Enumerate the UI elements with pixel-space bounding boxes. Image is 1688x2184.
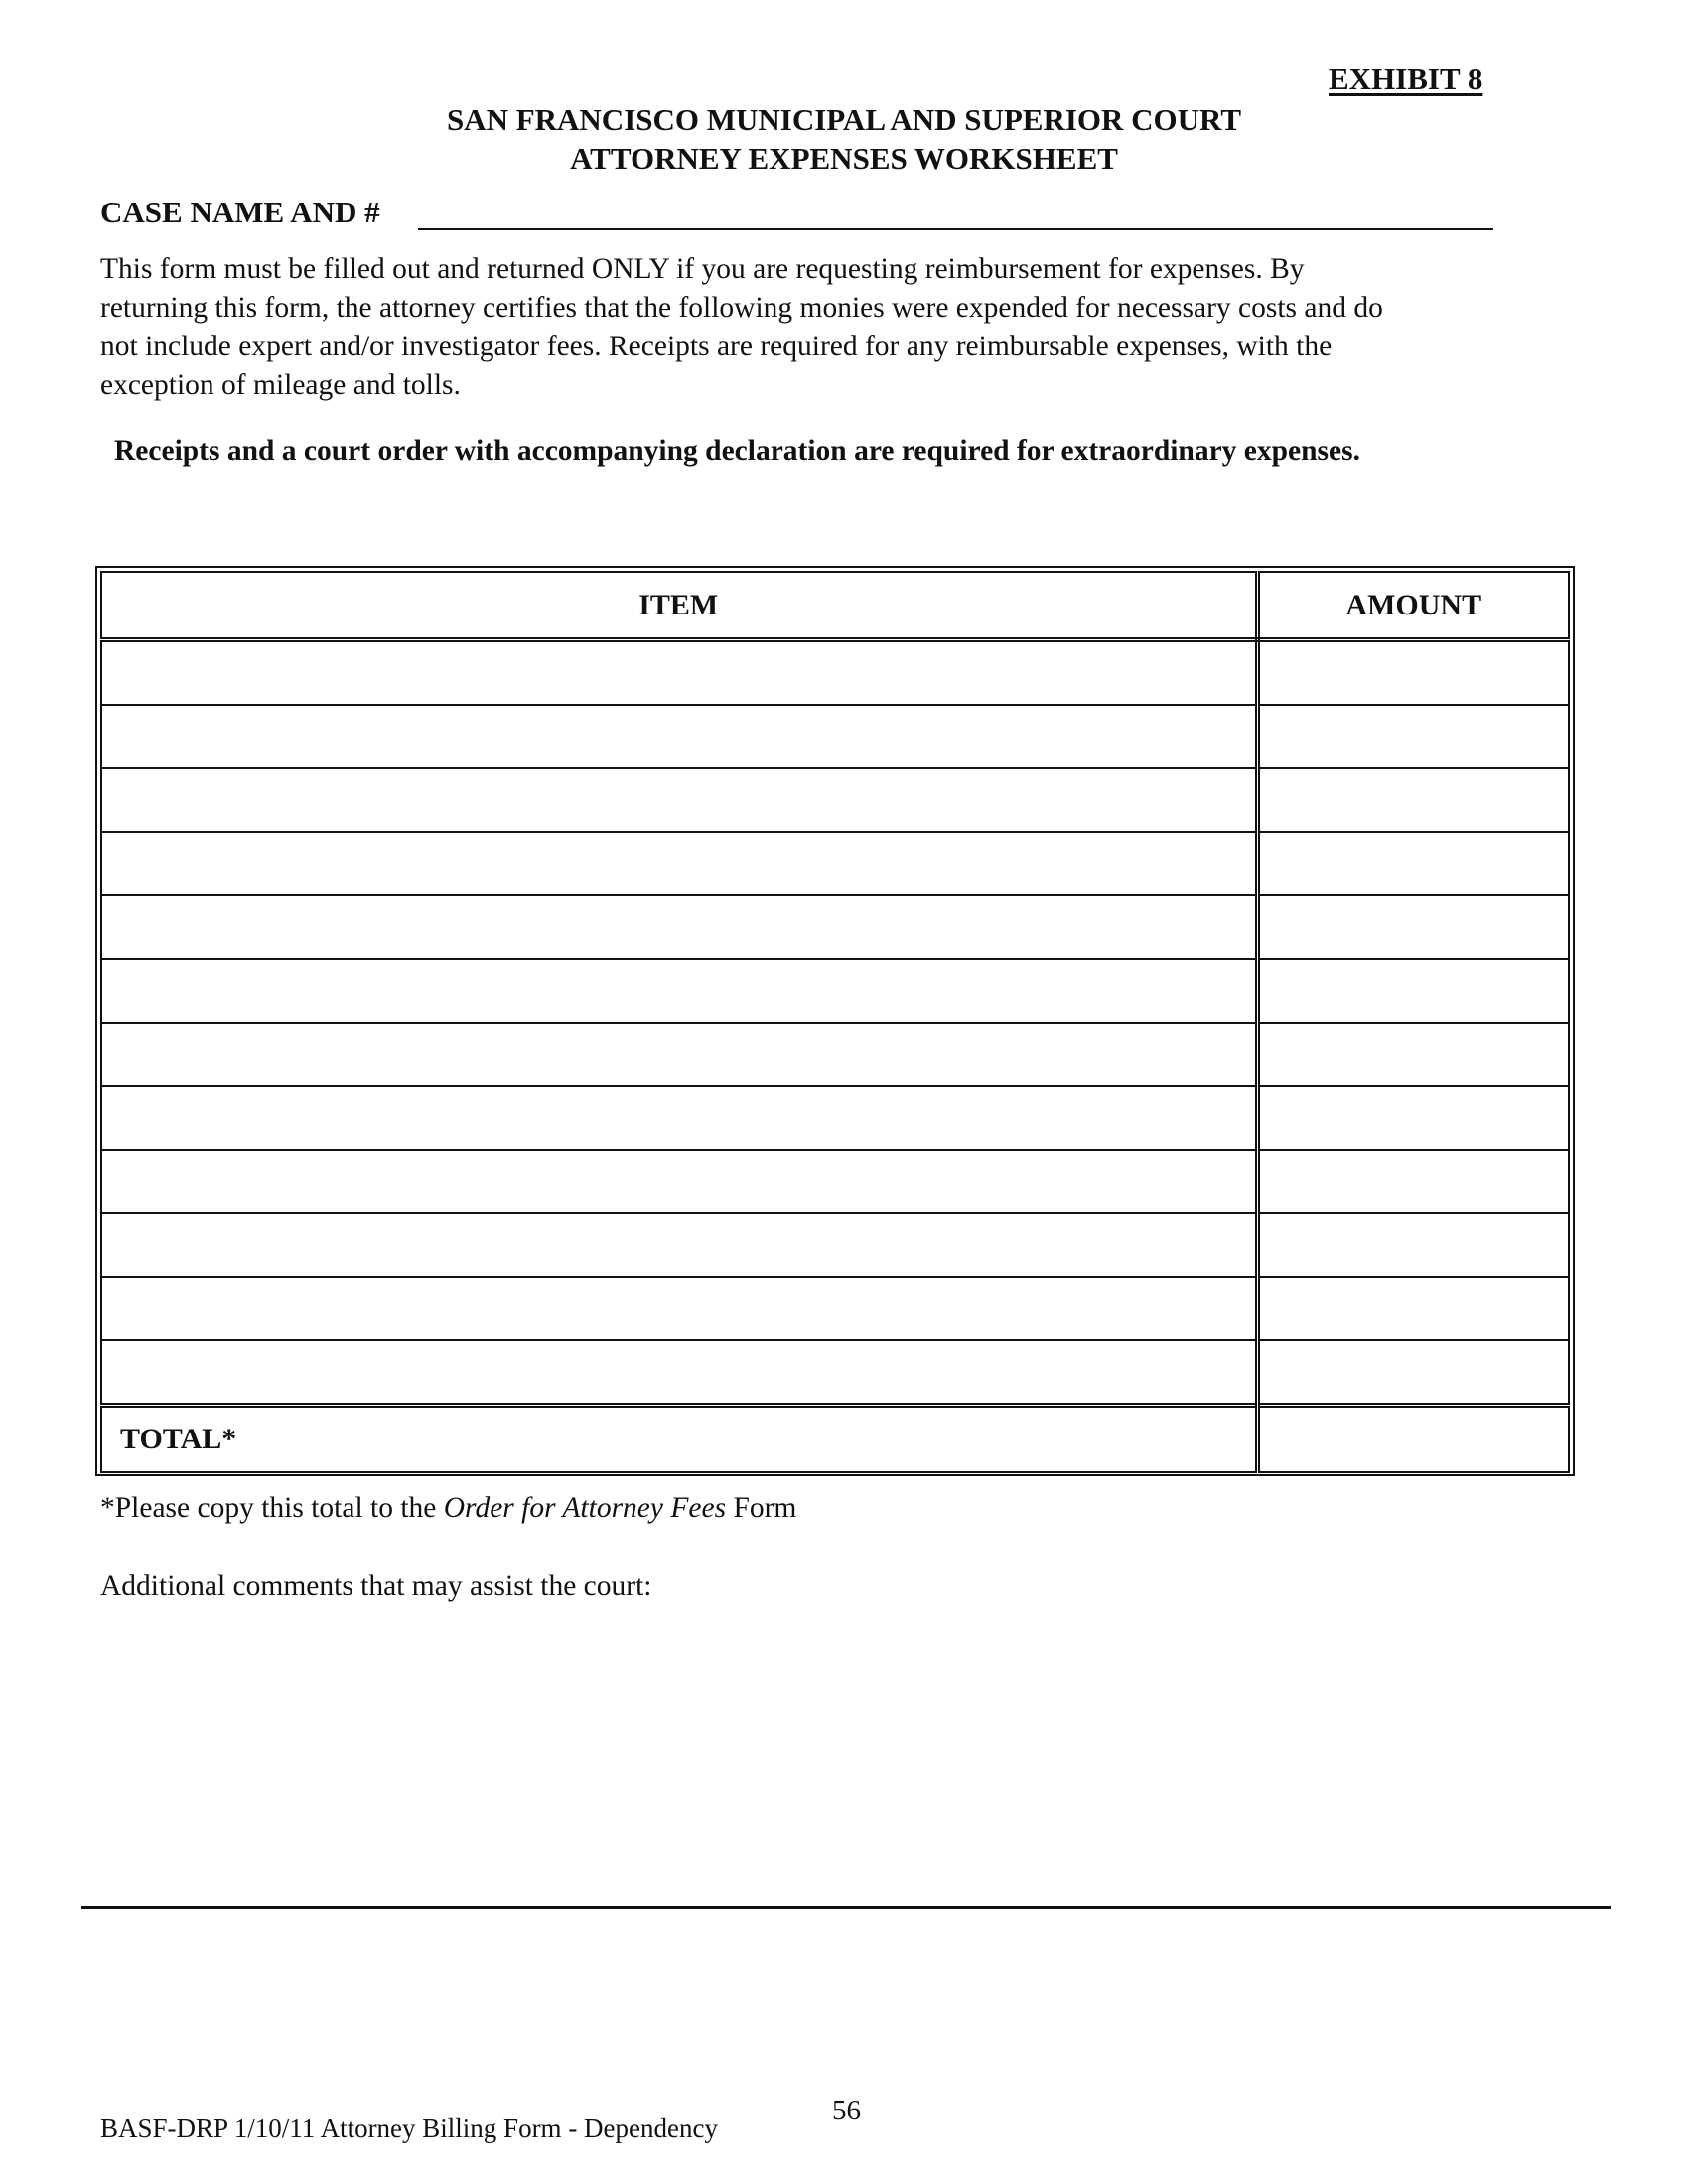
comments-field[interactable] — [100, 1618, 1574, 1890]
instructions-paragraph — [100, 250, 1590, 405]
table-row — [101, 640, 1569, 706]
item-cell — [101, 895, 1257, 959]
exhibit-label: EXHIBIT 8 — [1329, 62, 1483, 96]
item-cell — [101, 1277, 1257, 1340]
item-field[interactable] — [102, 1151, 1255, 1212]
item-cell — [101, 1213, 1257, 1277]
amount-field[interactable] — [1260, 1214, 1569, 1276]
table-row — [101, 768, 1569, 832]
case-name-row — [100, 195, 1490, 234]
amount-column-header: AMOUNT — [1257, 572, 1569, 640]
amount-cell — [1257, 895, 1569, 959]
instructions-line: This form must be filled out and returned ONLY if you are requesting reimbursement for expenses. By — [100, 253, 1305, 285]
item-field[interactable] — [102, 706, 1255, 767]
amount-cell — [1257, 768, 1569, 832]
amount-cell — [1257, 959, 1569, 1023]
extraordinary-expenses-notice: Receipts and a court order with accompanying declaration are required for extraordinary expenses. — [114, 435, 1360, 467]
amount-field[interactable] — [1260, 833, 1569, 894]
total-amount-field[interactable] — [1260, 1408, 1569, 1471]
item-field[interactable] — [102, 1214, 1255, 1276]
item-field[interactable] — [102, 1278, 1255, 1339]
amount-field[interactable] — [1260, 642, 1569, 704]
item-field[interactable] — [102, 1341, 1255, 1403]
amount-field[interactable] — [1260, 1151, 1569, 1212]
page-number: 56 — [832, 2095, 861, 2126]
table-row — [101, 1340, 1569, 1406]
amount-field[interactable] — [1260, 896, 1569, 958]
case-name-field[interactable] — [420, 195, 1490, 227]
item-field[interactable] — [102, 896, 1255, 958]
table-row — [101, 1213, 1569, 1277]
item-column-header: ITEM — [101, 572, 1257, 640]
amount-cell — [1257, 1340, 1569, 1406]
item-field[interactable] — [102, 1024, 1255, 1085]
item-cell — [101, 768, 1257, 832]
table-row — [101, 1023, 1569, 1086]
total-footnote — [100, 1492, 796, 1525]
amount-cell — [1257, 705, 1569, 768]
total-amount-cell — [1257, 1406, 1569, 1473]
expenses-table-frame — [95, 566, 1575, 1476]
item-field[interactable] — [102, 642, 1255, 704]
item-field[interactable] — [102, 833, 1255, 894]
item-cell — [101, 959, 1257, 1023]
amount-field[interactable] — [1260, 1024, 1569, 1085]
item-field[interactable] — [102, 960, 1255, 1022]
amount-field[interactable] — [1260, 769, 1569, 831]
amount-field[interactable] — [1260, 1087, 1569, 1149]
footnote-prefix: *Please copy this total to the — [100, 1492, 444, 1524]
table-row — [101, 832, 1569, 895]
amount-cell — [1257, 1086, 1569, 1150]
amount-cell — [1257, 640, 1569, 706]
item-cell — [101, 832, 1257, 895]
form-title: ATTORNEY EXPENSES WORKSHEET — [570, 141, 1118, 176]
amount-cell — [1257, 1213, 1569, 1277]
amount-cell — [1257, 1277, 1569, 1340]
table-row — [101, 705, 1569, 768]
total-label: TOTAL* — [101, 1406, 1257, 1473]
amount-cell — [1257, 832, 1569, 895]
amount-field[interactable] — [1260, 706, 1569, 767]
expenses-table — [100, 571, 1570, 1473]
table-row — [101, 1277, 1569, 1340]
footer-divider — [81, 1906, 1611, 1909]
form-identifier: BASF-DRP 1/10/11 Attorney Billing Form - Dependency — [100, 2114, 718, 2143]
instructions-line: returning this form, the attorney certifies that the following monies were expended for necessary costs and do — [100, 292, 1383, 324]
case-name-label: CASE NAME AND # — [100, 195, 380, 229]
item-cell — [101, 1023, 1257, 1086]
item-cell — [101, 1150, 1257, 1213]
total-row — [101, 1406, 1569, 1473]
comments-label: Additional comments that may assist the court: — [100, 1570, 652, 1602]
table-row — [101, 1086, 1569, 1150]
instructions-line: not include expert and/or investigator fees. Receipts are required for any reimbursable expenses, with the — [100, 331, 1333, 362]
amount-cell — [1257, 1023, 1569, 1086]
instructions-line: exception of mileage and tolls. — [100, 369, 461, 401]
footnote-form-name: Order for Attorney Fees — [443, 1492, 727, 1524]
case-name-underline — [418, 228, 1493, 230]
table-row — [101, 1150, 1569, 1213]
item-cell — [101, 705, 1257, 768]
amount-cell — [1257, 1150, 1569, 1213]
item-field[interactable] — [102, 1087, 1255, 1149]
table-row — [101, 959, 1569, 1023]
expense-rows — [101, 640, 1569, 1406]
table-header-row — [101, 572, 1569, 640]
court-title: SAN FRANCISCO MUNICIPAL AND SUPERIOR COURT — [446, 102, 1242, 137]
footnote-suffix: Form — [726, 1492, 797, 1524]
amount-field[interactable] — [1260, 1278, 1569, 1339]
item-cell — [101, 640, 1257, 706]
item-cell — [101, 1086, 1257, 1150]
amount-field[interactable] — [1260, 1341, 1569, 1403]
table-row — [101, 895, 1569, 959]
amount-field[interactable] — [1260, 960, 1569, 1022]
item-field[interactable] — [102, 769, 1255, 831]
item-cell — [101, 1340, 1257, 1406]
